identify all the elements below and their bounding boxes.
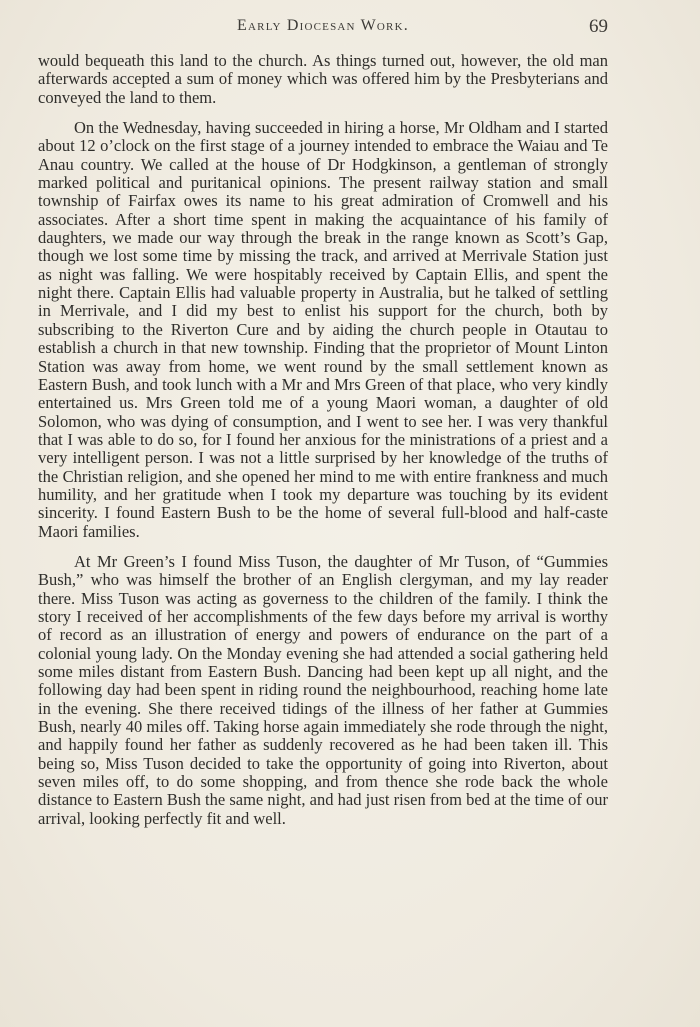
running-header (38, 17, 608, 45)
body-text (38, 52, 608, 828)
paragraph-journey: On the Wednesday, having succeeded in hiring a horse, Mr Oldham and I started about 12 o’clock on the first stage of a journey intended to embrace the Waiau and Te Anau country. We called at the house of Dr Hodgkinson, a gentleman of strongly marked political and puritanical opinions. The present railway station and small township of Fairfax owes its name to his great admiration of Cromwell and his associates. After a short time spent in making the acquaintance of his family of daughters, we made our way through the break in the range known as Scott’s Gap, though we lost some time by missing the track, and arrived at Merrivale Station just as night was falling. We were hospitably received by Captain Ellis, and spent the night there. Captain Ellis had valuable property in Australia, but he talked of settling in Merrivale, and I did my best to enlist his support for the church, both by subscribing to the Riverton Cure and by aiding the church people in Otautau to establish a church in that new township. Finding that the proprietor of Mount Linton Station was away from home, we went round by the small settlement known as Eastern Bush, and took lunch with a Mr and Mrs Green of that place, who very kindly entertained us. Mrs Green told me of a young Maori woman, a daughter of old Solomon, who was dying of consumption, and I went to see her. I was very thankful that I was able to do so, for I found her anxious for the ministrations of a priest and a very intelligent person. I was not a little surprised by her knowledge of the truths of the Christian religion, and she opened her mind to me with entire frankness and much humility, and her gratitude when I took my departure was touching by its evident sincerity. I found Eastern Bush to be the home of several full-blood and half-caste Maori families. (38, 118, 608, 541)
paragraph-miss-tuson: At Mr Green’s I found Miss Tuson, the daughter of Mr Tuson, of “Gummies Bush,” who was himself the brother of an English clergyman, and my lay reader there. Miss Tuson was acting as governess to the children of the family. I think the story I received of her accomplishments of the few days before my arrival is worthy of record as an illustration of energy and powers of endurance on the part of a colonial young lady. On the Monday evening she had attended a social gathering held some miles distant from Eastern Bush. Dancing had been kept up all night, and the following day had been spent in riding round the neighbourhood, reaching home late in the evening. She there received tidings of the illness of her father at Gummies Bush, nearly 40 miles off. Taking horse again immediately she rode through the night, and happily found her father as suddenly recovered as he had been taken ill. This being so, Miss Tuson decided to take the opportunity of going into Riverton, about seven miles off, to do some shopping, and from thence she rode back the whole distance to Eastern Bush the same night, and had just risen from bed at the time of our arrival, looking perfectly fit and well. (38, 551, 608, 828)
header-title: Early Diocesan Work. (237, 17, 409, 34)
paragraph-continuation: would bequeath this land to the church. As things turned out, however, the old man afterwards accepted a sum of money which was offered him by the Presbyterians and conveyed the land to them. (38, 51, 608, 107)
page-number: 69 (589, 16, 608, 37)
